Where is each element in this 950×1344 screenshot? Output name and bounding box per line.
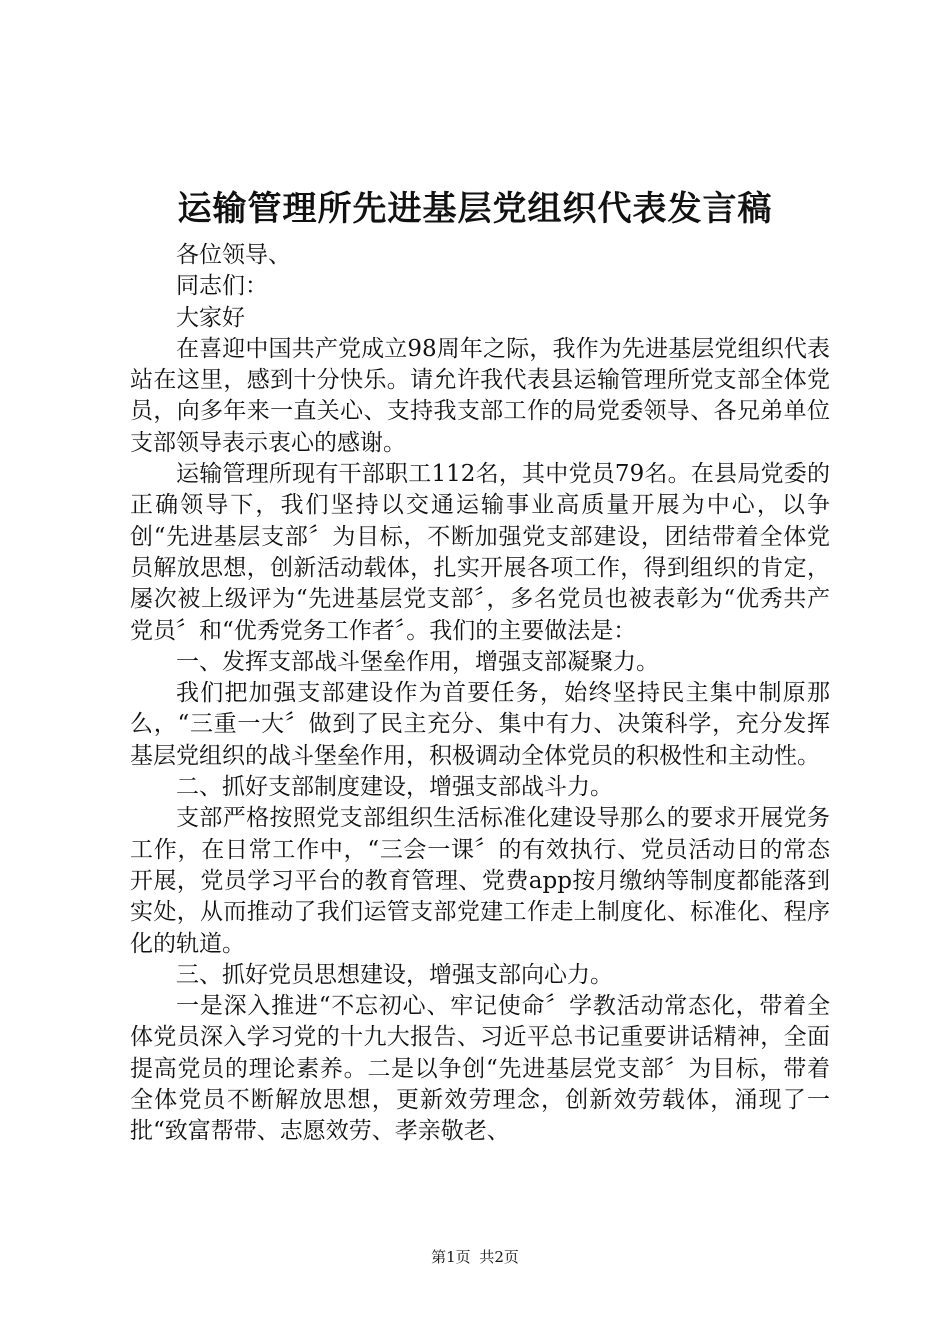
section-heading-1: 一、发挥支部战斗堡垒作用，增强支部凝聚力。 [176,648,659,675]
salutation-leaders: 各位领导、 [176,242,291,268]
paragraph-intro: 在喜迎中国共产党成立98周年之际，我作为先进基层党组织代表站在这里，感到十分快乐。请允许我代表县运输管理所党支部全体党员，向多年来一直关心、支持我支部工作的局党委领导、各兄弟单位支部领导表示衷心的感谢。 [130,335,830,456]
paragraph-overview: 运输管理所现有干部职工112名，其中党员79名。在县局党委的正确领导下，我们坚持以交通运输事业高质量开展为中心，以争创“先进基层支部〞为目标，不断加强党支部建设，团结带着全体党员解放思想，创新活动载体，扎实开展各项工作，得到组织的肯定，屡次被上级评为“先进基层党支部〞，多名党员也被表彰为“优秀共产党员〞和“优秀党务工作者〞。我们的主要做法是： [130,461,830,644]
paragraph-section-1: 我们把加强支部建设作为首要任务，始终坚持民主集中制原那么，“三重一大〞做到了民主充分、集中有力、决策科学，充分发挥基层党组织的战斗堡垒作用，积极调动全体党员的积极性和主动性。 [130,680,830,769]
salutation-comrades: 同志们： [176,273,268,300]
section-heading-2: 二、抓好支部制度建设，增强支部战斗力。 [176,774,613,801]
paragraph-section-3: 一是深入推进“不忘初心、牢记使命〞学教活动常态化，带着全体党员深入学习党的十九大报告、习近平总书记重要讲话精神，全面提高党员的理论素养。二是以争创“先进基层党支部〞为目标，带着全体党员不断解放思想，更新效劳理念，创新效劳载体，涌现了一批“致富帮带、志愿效劳、孝亲敬老、 [130,993,830,1145]
document-title: 运输管理所先进基层党组织代表发言稿 [177,189,773,229]
document-body [130,240,830,1148]
page-number: 第1页 [431,1248,471,1266]
page-total: 共2页 [479,1248,519,1266]
page-footer [0,1247,950,1267]
paragraph-section-2: 支部严格按照党支部组织生活标准化建设导那么的要求开展党务工作，在日常工作中，“三会一课〞的有效执行、党员活动日的常态开展，党员学习平台的教育管理、党费app按月缴纳等制度都能落到实处，从而推动了我们运管支部党建工作走上制度化、标准化、程序化的轨道。 [130,805,830,957]
section-heading-3: 三、抓好党员思想建设，增强支部向心力。 [176,961,613,988]
greeting: 大家好 [176,304,245,331]
